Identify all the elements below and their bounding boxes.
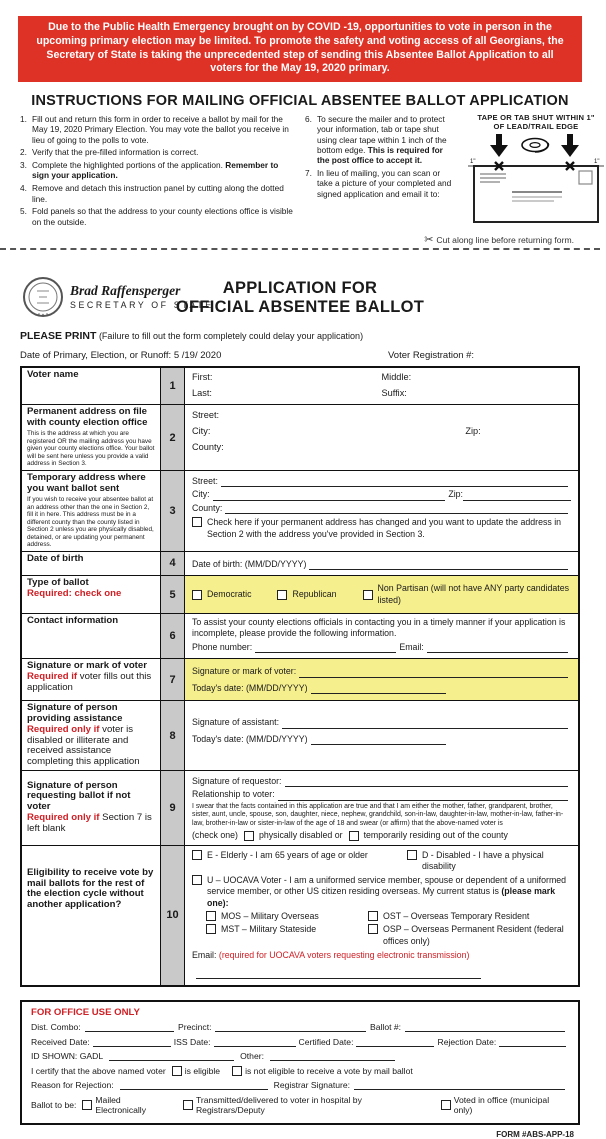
ballot-no-field: Ballot #: xyxy=(370,1022,402,1033)
rejection-date-field: Rejection Date: xyxy=(437,1036,497,1047)
relationship-write-line[interactable] xyxy=(278,792,568,801)
covid-notice-banner xyxy=(18,16,582,82)
instructions-list-right xyxy=(305,114,457,229)
transmitted-checkbox[interactable] xyxy=(183,1100,193,1110)
reason-rejection-field: Reason for Rejection: xyxy=(31,1080,114,1091)
other-line[interactable] xyxy=(270,1052,395,1061)
signature-field: Signature or mark of voter: xyxy=(192,666,297,677)
row-label: Permanent address on file with county election office xyxy=(27,406,148,429)
precinct-field: Precinct: xyxy=(178,1022,212,1033)
osp-checkbox[interactable] xyxy=(368,924,378,934)
uocava-email-label: Email: xyxy=(192,950,217,961)
phone-field: Phone number: xyxy=(192,641,253,652)
section-number: 3 xyxy=(160,471,185,551)
required-note: Required if xyxy=(27,671,78,683)
cut-dashed-line xyxy=(0,248,600,250)
section-number: 5 xyxy=(160,576,185,613)
instruction-item: 5. Fold panels so that the address to your county elections office is visible on the outside. xyxy=(20,206,293,227)
row-label: Temporary address where you want ballot sent xyxy=(27,471,146,494)
cut-line-text: Cut along line before returning form. xyxy=(436,235,574,246)
street-write-line[interactable] xyxy=(221,478,568,487)
official-name: Brad Raffensperger xyxy=(70,283,181,299)
address-update-text: Check here if your permanent address has changed and you want to update the address in Section 2 with the address you've provided in Section 3. xyxy=(207,517,562,539)
democratic-checkbox[interactable] xyxy=(192,590,202,600)
county-field[interactable]: County: xyxy=(192,442,224,453)
instruction-item: 3. Complete the highlighted portions of the application. Remember to sign your application. xyxy=(20,160,279,181)
ost-option[interactable]: OST – Overseas Temporary Resident xyxy=(368,911,529,922)
row-contact-information xyxy=(22,613,578,658)
office-use-title: FOR OFFICE USE ONLY xyxy=(31,1006,140,1018)
uocava-email-write-line[interactable] xyxy=(196,970,481,979)
row-permanent-address xyxy=(22,404,578,470)
voter-registration-label: Voter Registration #: xyxy=(388,350,475,362)
section-number: 2 xyxy=(160,405,185,470)
row-assistant-signature: Signature of person providing assistance Required only if voter is disabled or illiterate and received assistance completing this application 8 Signature of assistant: Today's date: (MM/DD/YYYY) xyxy=(22,700,578,769)
ballot-no-line[interactable] xyxy=(405,1023,565,1032)
row-eligibility xyxy=(22,845,578,985)
registrar-signature-line[interactable] xyxy=(354,1081,565,1090)
registrar-signature-field: Registrar Signature: xyxy=(273,1080,351,1091)
application-title: APPLICATION FOR OFFICIAL ABSENTEE BALLOT xyxy=(175,279,425,317)
row-date-of-birth xyxy=(22,551,578,575)
ballot-to-be-label: Ballot to be: xyxy=(31,1099,77,1110)
requestor-signature-write-line[interactable] xyxy=(285,778,569,787)
voted-in-office-checkbox[interactable] xyxy=(441,1100,451,1110)
eligibility-disabled-option[interactable]: D - Disabled - I have a physical disability xyxy=(407,850,571,873)
mst-option[interactable]: MST – Military Stateside xyxy=(206,924,368,947)
uocava-label: U – UOCAVA Voter - I am a uniformed service member, spouse or dependent of a uniformed service member, or other US citizen residing overseas. My current status is xyxy=(207,874,567,897)
mailed-electronically-label: Mailed Electronically xyxy=(95,1094,147,1115)
ballot-option-nonpartisan[interactable]: Non Partisan (will not have ANY party candidates listed) xyxy=(363,583,572,606)
received-date-line[interactable] xyxy=(93,1038,171,1047)
dist-combo-field: Dist. Combo: xyxy=(31,1022,81,1033)
instructions-list-left xyxy=(20,114,296,229)
instruction-item: 2. Verify that the pre-filled information is correct. xyxy=(20,147,199,158)
instructions-title: INSTRUCTIONS FOR MAILING OFFICIAL ABSENTEE BALLOT APPLICATION xyxy=(31,93,569,110)
elderly-checkbox[interactable] xyxy=(192,850,202,860)
row-label: Eligibility to receive vote by mail ballots for the rest of the election cycle without another application? xyxy=(27,866,154,911)
uocava-checkbox[interactable] xyxy=(192,875,202,885)
zip-field[interactable]: Zip: xyxy=(465,426,481,437)
mos-option[interactable]: MOS – Military Overseas xyxy=(206,911,368,922)
row-label: Signature or mark of voter xyxy=(27,660,147,672)
section-number: 10 xyxy=(160,846,185,985)
uocava-email-note: (required for UOCAVA voters requesting electronic transmission) xyxy=(218,950,470,961)
suffix-field[interactable]: Suffix: xyxy=(381,388,407,399)
row-temporary-address xyxy=(22,470,578,551)
assistant-signature-write-line[interactable] xyxy=(282,720,568,729)
cut-line-note xyxy=(0,233,574,246)
row-label: Contact information xyxy=(27,615,119,627)
id-shown-field: ID SHOWN: GADL xyxy=(31,1051,104,1062)
section-number: 7 xyxy=(160,659,185,700)
zip-write-line[interactable] xyxy=(463,492,571,501)
iss-date-line[interactable] xyxy=(214,1038,296,1047)
form-number: FORM #ABS-APP-18 xyxy=(496,1129,574,1139)
dob-write-line[interactable] xyxy=(309,561,568,570)
required-note: Required: check one xyxy=(27,587,122,599)
envelope-diagram-illustration xyxy=(466,132,606,224)
section-number: 4 xyxy=(160,552,185,575)
temporarily-residing-checkbox[interactable] xyxy=(349,831,359,841)
section-number: 9 xyxy=(160,771,185,845)
other-field: Other: xyxy=(240,1051,264,1062)
assistant-signature-field: Signature of assistant: xyxy=(192,717,280,728)
row-label-note: This is the address at which you are registered OR the mailing address you have given your county elections office. Your ballot will be sent here unless you provide a valid address in Section 3. xyxy=(27,430,155,468)
row-ballot-type xyxy=(22,575,578,613)
ballot-option-democratic[interactable]: Democratic xyxy=(192,589,251,600)
section-number: 1 xyxy=(160,368,185,404)
mos-checkbox[interactable] xyxy=(206,911,216,921)
instruction-item: 1. Fill out and return this form in order to receive a ballot by mail for the May 19, 2020 Primary Election. You may vote the ballot you receive in lieu of going to the polls to vote. xyxy=(20,114,289,145)
rejection-date-line[interactable] xyxy=(499,1038,566,1047)
section-number: 6 xyxy=(160,614,185,658)
first-name-field[interactable]: First: xyxy=(192,372,213,383)
phone-write-line[interactable] xyxy=(255,644,396,653)
instruction-item: 6. To secure the mailer and to protect your information, tab or tape shut using clear tape within 1 inch of the bottom edge. This is required for the post office to accept it. xyxy=(305,114,447,166)
application-header xyxy=(20,276,580,324)
mailer-tape-diagram xyxy=(466,114,606,229)
last-name-field[interactable]: Last: xyxy=(192,388,212,399)
certified-date-field: Certified Date: xyxy=(298,1036,354,1047)
voted-in-office-label: Voted in office (municipal only) xyxy=(453,1094,550,1115)
contact-intro: To assist your county elections officials in contacting you in a timely manner if your application is incomplete, please provide the following information. xyxy=(192,617,566,639)
secretary-of-state-block xyxy=(70,283,214,310)
row-requestor-signature: Signature of person requesting ballot if not voter Required only if Section 7 is left blank 9 Signature of requestor: Relationship to voter: I swear that the facts contained in this application are true and that I am either the mother, father, grandparent, brother, sister, aunt, uncle, spouse, son, daughter, niece, nephew, grandchild, son-in-law, daughter-in-law, mother-in-law, father-in-law, brother-in-law or sister-in-law of the age of 18 and swear (or affirm) that the above-named voter is (check one) physically disabled or temporarily residing out of the county xyxy=(22,770,578,845)
row-label: Date of birth xyxy=(27,552,84,564)
office-use-box xyxy=(20,1000,580,1125)
instructions-section xyxy=(0,114,600,229)
row-label-note: If you wish to receive your absentee ballot at an address other than the one in Section 2, fill it in here. This address must be in a different county than the county listed in Section 2 unless you are physically disabled, detained, or are updating your permanent address. xyxy=(27,495,154,549)
zip-field: Zip: xyxy=(448,489,463,500)
row-label: Voter name xyxy=(27,369,79,381)
application-table xyxy=(20,366,580,986)
inch-label-right: 1" xyxy=(594,158,600,165)
row-label: Type of ballot xyxy=(27,577,89,589)
email-field: Email: xyxy=(399,641,424,652)
nonpartisan-checkbox[interactable] xyxy=(363,590,373,600)
middle-name-field[interactable]: Middle: xyxy=(381,372,412,383)
date-field: Today's date: (MM/DD/YYYY) xyxy=(192,682,308,693)
georgia-state-seal xyxy=(22,276,64,318)
scissors-icon: ✂ xyxy=(424,234,434,247)
city-field[interactable]: City: xyxy=(192,426,211,437)
please-print-note: PLEASE PRINT (Failure to fill out the form completely could delay your application) xyxy=(20,330,364,343)
mailed-electronically-checkbox[interactable] xyxy=(82,1100,92,1110)
iss-date-field: ISS Date: xyxy=(173,1036,211,1047)
requestor-signature-field: Signature of requestor: xyxy=(192,775,282,786)
assistant-date-field: Today's date: (MM/DD/YYYY) xyxy=(192,733,308,744)
street-field: Street: xyxy=(192,475,218,486)
city-field: City: xyxy=(192,489,210,500)
reason-rejection-line[interactable] xyxy=(120,1081,268,1090)
row-voter-signature: Signature or mark of voter Required if voter fills out this application 7 Signature or mark of voter: Today's date: (MM/DD/YYYY) xyxy=(22,658,578,700)
dist-combo-line[interactable] xyxy=(85,1023,174,1032)
dob-field: Date of birth: (MM/DD/YYYY) xyxy=(192,558,307,569)
mst-checkbox[interactable] xyxy=(206,924,216,934)
physically-disabled-checkbox[interactable] xyxy=(244,831,254,841)
is-eligible-label: is eligible xyxy=(184,1065,221,1076)
diagram-title-line2: OF LEAD/TRAIL EDGE xyxy=(493,121,579,131)
please-mark-one: (please mark one): xyxy=(207,886,556,908)
absentee-ballot-application-page xyxy=(0,16,600,1139)
disabled-checkbox[interactable] xyxy=(407,850,417,860)
covid-notice-text: Due to the Public Health Emergency brought on by COVID -19, opportunities to vote in person in the upcoming primary election may be limited. To promote the safety and voting access of all Georgians, the Secretary of State is taking the unprecedented step of sending this Absentee Ballot Application to all voters for the May 19, 2020 primary. xyxy=(36,21,564,75)
republican-checkbox[interactable] xyxy=(277,590,287,600)
date-write-line[interactable] xyxy=(311,685,446,694)
date-and-registration-line xyxy=(20,350,580,361)
required-note: Required only if xyxy=(27,723,100,735)
email-write-line[interactable] xyxy=(427,644,568,653)
election-date: Date of Primary, Election, or Runoff: 5 /19/ 2020 xyxy=(20,350,222,362)
check-one-label: (check one) xyxy=(192,830,238,841)
not-eligible-checkbox[interactable] xyxy=(232,1066,242,1076)
transmitted-label: Transmitted/delivered to voter in hospital by Registrars/Deputy xyxy=(195,1094,362,1115)
diagram-title-line1: TAPE OR TAB SHUT WITHIN 1" xyxy=(477,113,595,123)
received-date-field: Received Date: xyxy=(31,1036,90,1047)
inch-label-left: 1" xyxy=(470,158,476,165)
address-update-checkbox[interactable] xyxy=(192,517,202,527)
assistant-date-write-line[interactable] xyxy=(311,736,446,745)
ballot-option-republican[interactable]: Republican xyxy=(277,589,336,600)
official-title: SECRETARY OF STATE xyxy=(70,300,214,311)
city-write-line[interactable] xyxy=(213,492,446,501)
physically-disabled-label: physically disabled or xyxy=(258,830,343,841)
signature-write-line[interactable] xyxy=(299,669,568,678)
precinct-line[interactable] xyxy=(215,1023,366,1032)
eligibility-elderly-option[interactable]: E - Elderly - I am 65 years of age or older xyxy=(192,850,407,873)
required-note: Required only if xyxy=(27,811,100,823)
temporarily-residing-label: temporarily residing out of the county xyxy=(363,830,508,841)
section-number: 8 xyxy=(160,701,185,769)
requestor-oath: I swear that the facts contained in this application are true and that I am either the mother, father, grandparent, brother, sister, aunt, uncle, spouse, son, daughter, niece, nephew, grandchild, son-in-law, daughter-in-law, mother-in-law, father-in-law, brother-in-law or sister-in-law of the age of 18 and swear (or affirm) that the above-named voter is xyxy=(192,802,564,827)
relationship-field: Relationship to voter: xyxy=(192,789,275,800)
id-shown-line[interactable] xyxy=(109,1052,234,1061)
county-write-line[interactable] xyxy=(225,505,568,514)
certify-text: I certify that the above named voter xyxy=(31,1065,166,1076)
certified-date-line[interactable] xyxy=(356,1038,434,1047)
row-label: Signature of person requesting ballot if not voter xyxy=(27,779,131,813)
not-eligible-label: is not eligible to receive a vote by mail ballot xyxy=(245,1065,413,1076)
instruction-item: 7. In lieu of mailing, you can scan or take a picture of your completed and signed application and email it to: xyxy=(305,167,452,199)
ost-checkbox[interactable] xyxy=(368,911,378,921)
row-label: Signature of person providing assistance xyxy=(27,702,123,725)
street-field[interactable]: Street: xyxy=(192,410,220,421)
osp-option[interactable]: OSP – Overseas Permanent Resident (federal offices only) xyxy=(368,924,571,947)
county-field: County: xyxy=(192,502,223,513)
row-voter-name xyxy=(22,368,578,404)
instruction-item: 4. Remove and detach this instruction panel by cutting along the dotted line. xyxy=(20,183,284,204)
is-eligible-checkbox[interactable] xyxy=(172,1066,182,1076)
